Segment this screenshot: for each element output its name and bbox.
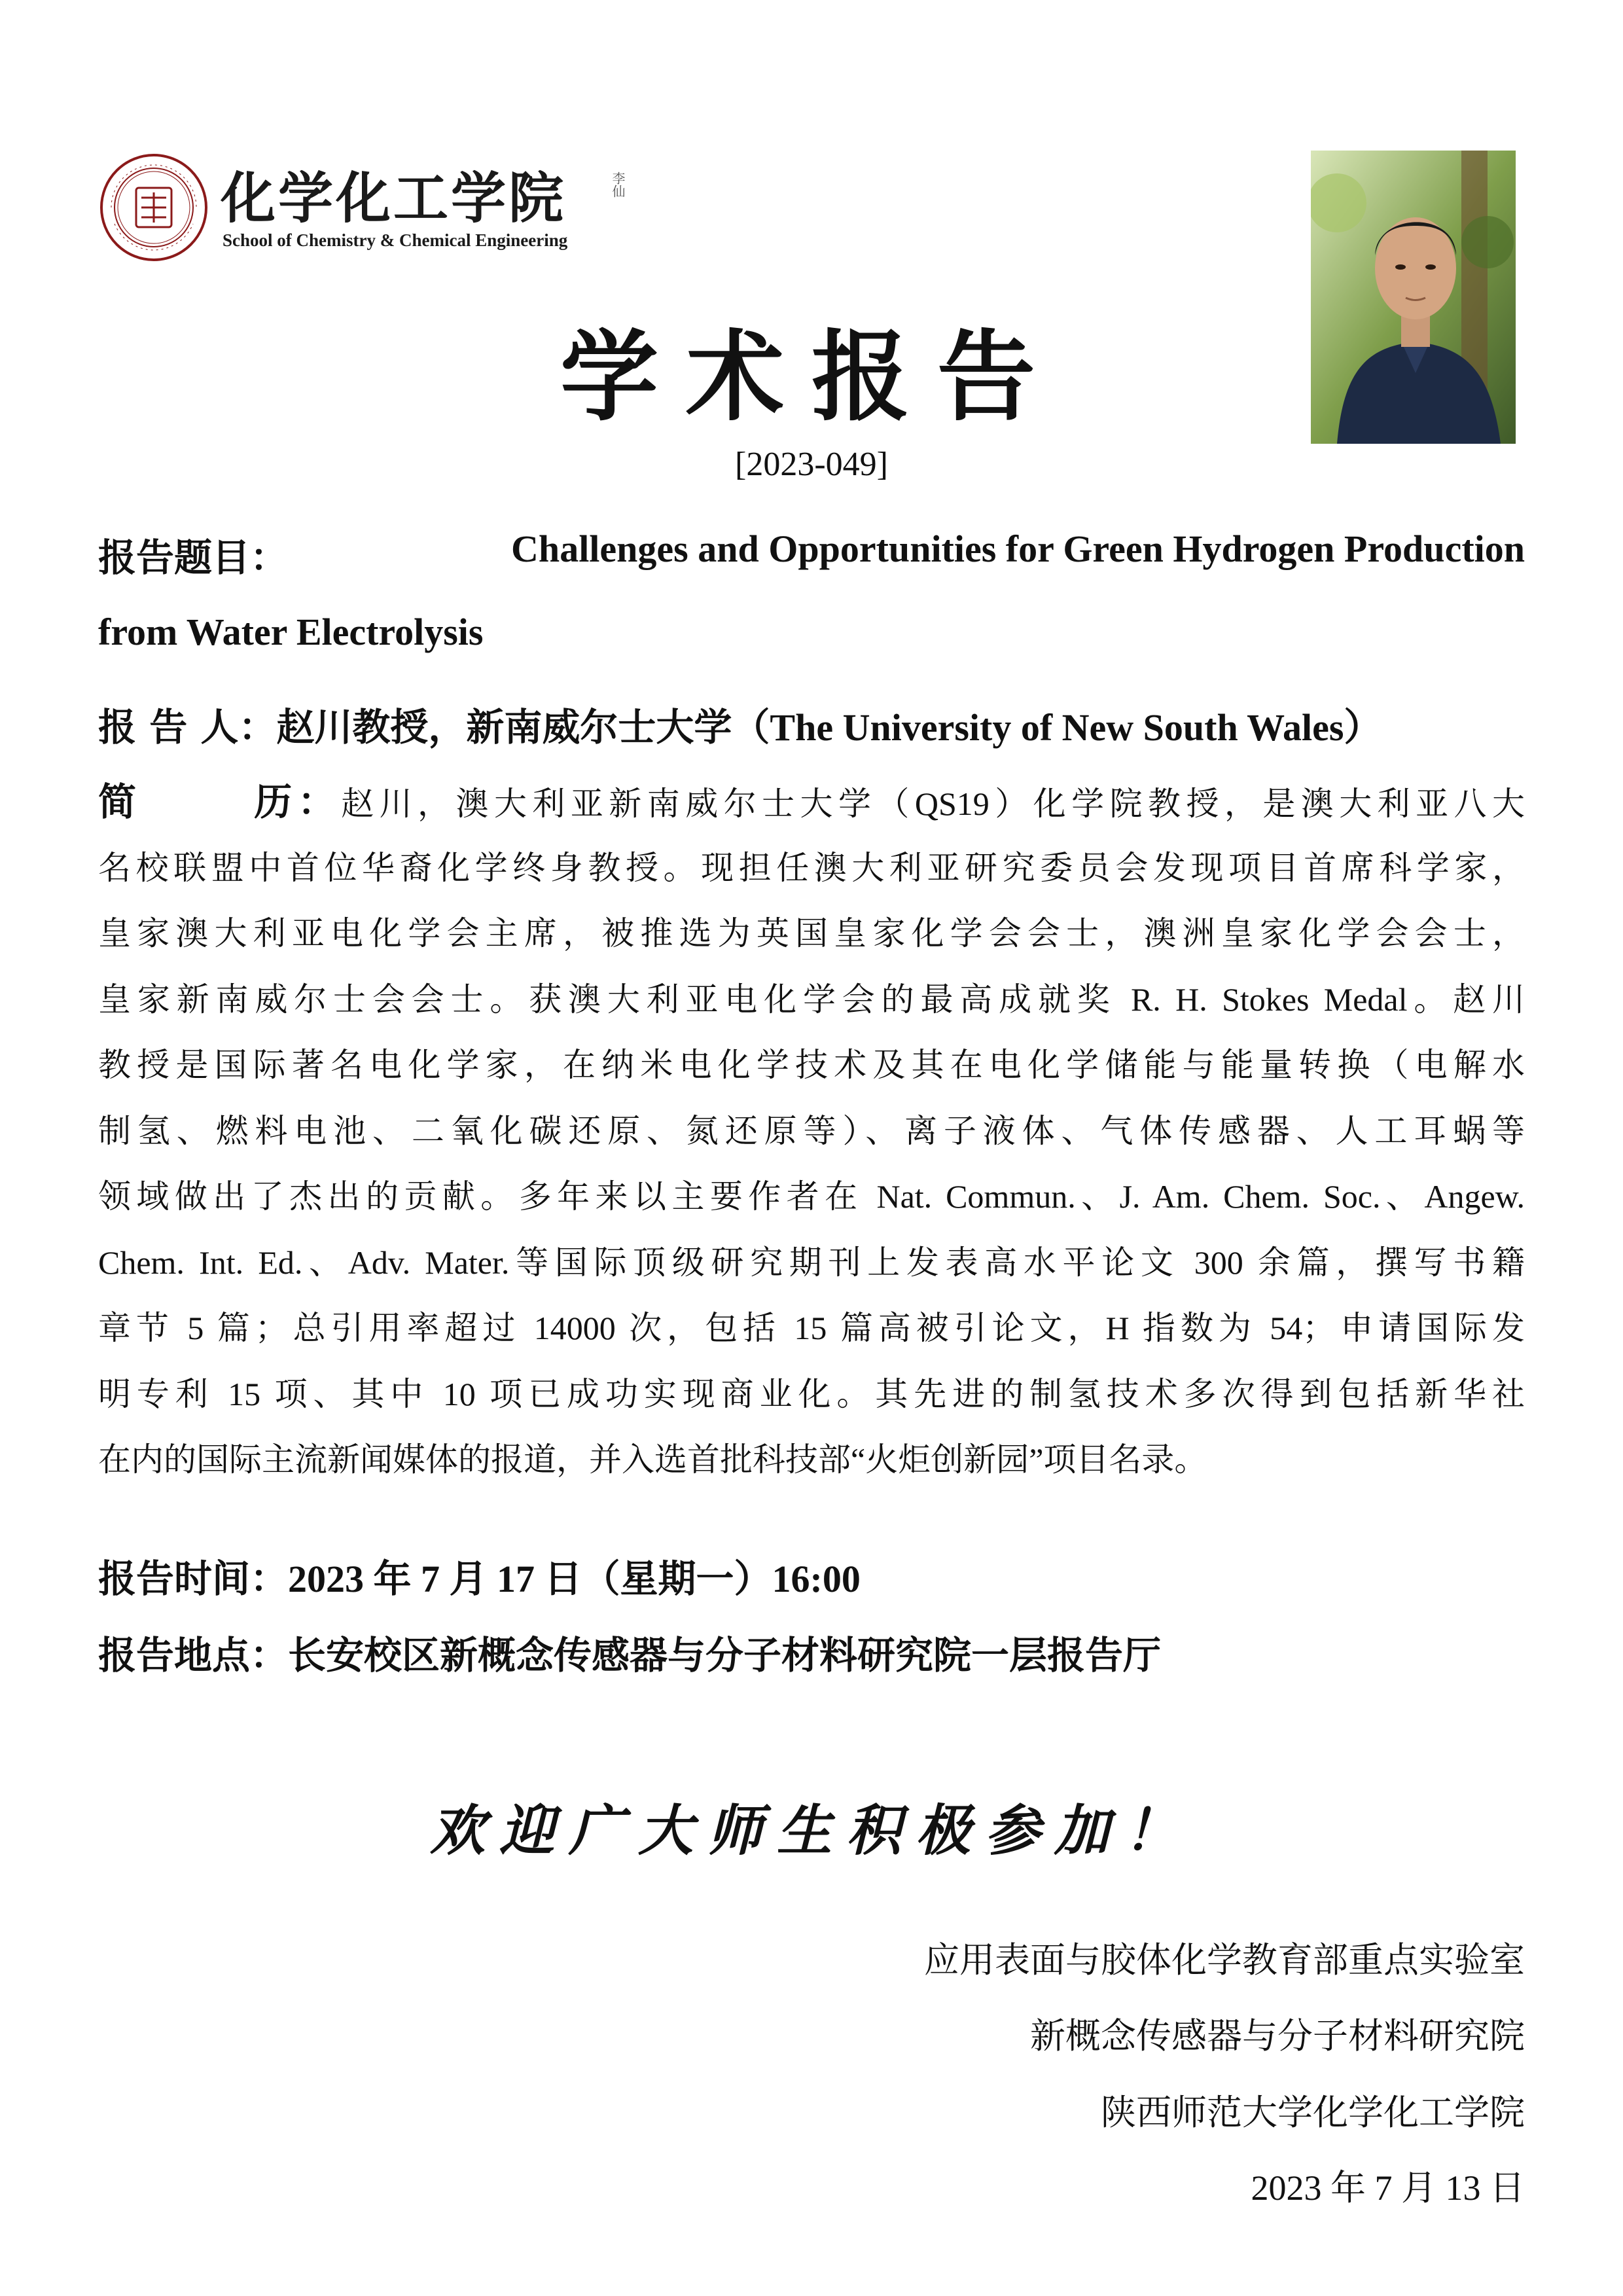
bio-block [98, 769, 1525, 1493]
bio-line: 制氢、燃料电池、二氧化碳还原、氮还原等）、离子液体、气体传感器、人工耳蜗等 [98, 1112, 1525, 1149]
organizer-3: 陕西师范大学化学化工学院 [1101, 2092, 1525, 2133]
school-seal-icon [98, 152, 209, 263]
topic-line-2: from Water Electrolysis [98, 611, 484, 653]
place-label: 报告地点： [98, 1633, 289, 1677]
speaker-value: 赵川教授，新南威尔士大学（The University of New South Wales） [276, 706, 1382, 749]
bio-first-line: 赵川，澳大利亚新南威尔士大学（QS19）化学院教授，是澳大利亚八大 [341, 785, 1525, 822]
time-row [98, 1548, 861, 1603]
bio-line: 皇家澳大利亚电化学会主席，被推选为英国皇家化学会会士，澳洲皇家化学会会士， [98, 915, 1525, 952]
page-title: 学术报告 [560, 321, 1063, 435]
school-name-en: School of Chemistry & Chemical Engineering [223, 230, 568, 250]
topic-line-1 [98, 527, 1525, 582]
report-number: [2023-049] [735, 446, 888, 483]
welcome-text: 欢迎广大师生积极参加！ [429, 1799, 1193, 1863]
speaker-label: 报 告 人： [98, 705, 277, 749]
bio-line: 领域做出了杰出的贡献。多年来以主要作者在 Nat. Commun.、J. Am. Chem. Soc.、Angew. [98, 1178, 1525, 1215]
signature-text: 李仙 [610, 171, 626, 198]
place-row [98, 1624, 1161, 1679]
place-value: 长安校区新概念传感器与分子材料研究院一层报告厅 [288, 1633, 1162, 1677]
school-name-cn: 化学化工学院 [221, 166, 567, 230]
bio-line: 教授是国际著名电化学家，在纳米电化学技术及其在电化学储能与能量转换（电解水 [98, 1047, 1525, 1083]
bio-line: Chem. Int. Ed.、Adv. Mater.等国际顶级研究期刊上发表高水平论文 300 余篇，撰写书籍 [98, 1244, 1525, 1281]
bio-line: 名校联盟中首位华裔化学终身教授。现担任澳大利亚研究委员会发现项目首席科学家， [98, 849, 1525, 886]
time-label: 报告时间： [98, 1556, 289, 1601]
speaker-row [98, 696, 1382, 751]
bio-line [98, 769, 1525, 835]
topic-text-1: Challenges and Opportunities for Green Hydrogen Production [511, 528, 1525, 570]
organizer-1: 应用表面与胶体化学教育部重点实验室 [924, 1939, 1525, 1981]
bio-line: 在内的国际主流新闻媒体的报道，并入选首批科技部“火炬创新园”项目名录。 [98, 1441, 1207, 1478]
bio-line: 明专利 15 项、其中 10 项已成功实现商业化。其先进的制氢技术多次得到包括新华社 [98, 1375, 1525, 1412]
bio-line: 皇家新南威尔士会会士。获澳大利亚电化学会的最高成就奖 R. H. Stokes Medal。赵川 [98, 980, 1525, 1018]
issue-date: 2023 年 7 月 13 日 [1251, 2168, 1525, 2208]
bio-label: 简 历： [98, 780, 342, 824]
organizer-2: 新概念传感器与分子材料研究院 [1030, 2015, 1525, 2056]
time-value: 2023 年 7 月 17 日（星期一）16:00 [288, 1558, 861, 1600]
bio-line: 章节 5 篇；总引用率超过 14000 次，包括 15 篇高被引论文，H 指数为 54；申请国际发 [98, 1310, 1525, 1346]
topic-label: 报告题目： [98, 535, 289, 580]
